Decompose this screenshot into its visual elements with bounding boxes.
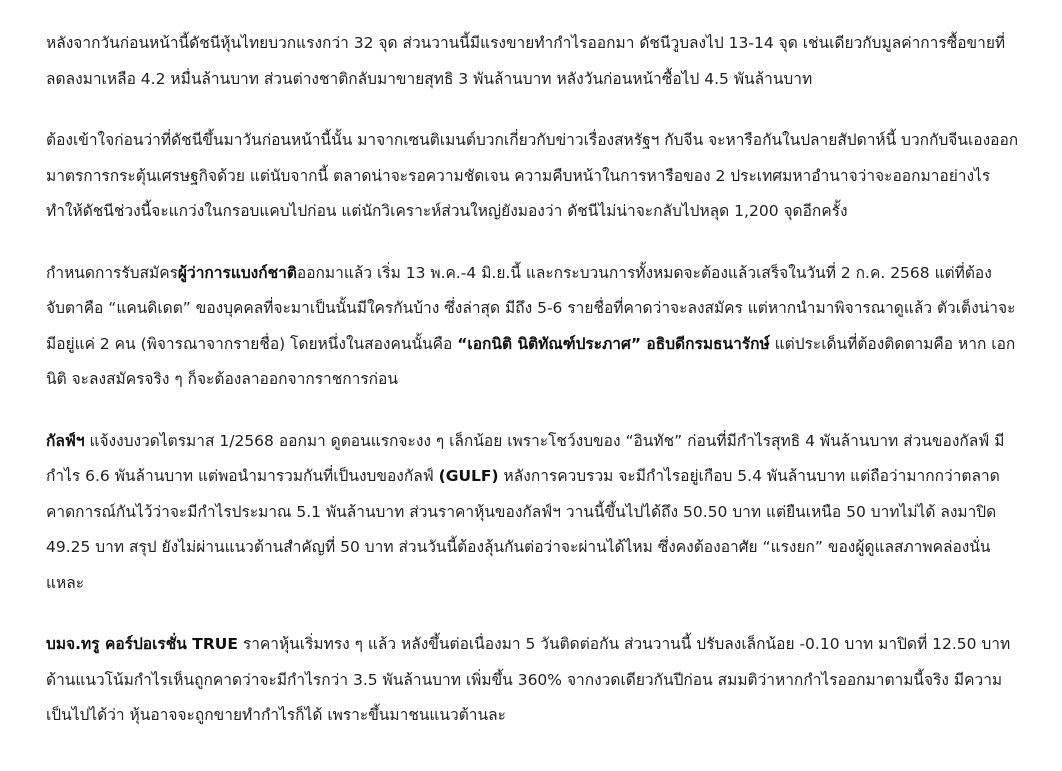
- bold-text-segment: “เอกนิติ นิติทัณฑ์ประภาศ” อธิบดีกรมธนารักษ์: [457, 334, 770, 353]
- bold-text-segment: (GULF): [438, 467, 499, 485]
- text-segment: หลังการควบรวม จะมีกำไรอยู่เกือบ 5.4 พันล้านบาท แต่ถือว่ามากกว่าตลาดคาดการณ์กันไว้ว่าจะมีกำไรประมาณ 5.1 พันล้านบาท ส่วนราคาหุ้นของกัลฟ์ฯ วานนี้ขึ้นไปได้ถึง 50.50 บาท แต่ยืนเหนือ 50 บาทไม่ได้ ลงมาปิด 49.25 บาท สรุป ยังไม่ผ่านแนวต้านสำคัญที่ 50 บาท ส่วนวันนี้ต้องลุ้นกันต่อว่าจะผ่านได้ไหม ซึ่งคงต้องอาศัย “แรงยก” ของผู้ดูแลสภาพคล่องนั่นแหละ: [46, 467, 1000, 592]
- text-segment: กำหนดการรับสมัคร: [46, 263, 178, 282]
- paragraph-bot-governor: [46, 256, 1021, 398]
- bold-text-segment: ผู้ว่าการแบงก์ชาติ: [177, 263, 297, 282]
- text-segment: ราคาหุ้นเริ่มทรง ๆ แล้ว หลังขึ้นต่อเนื่องมา 5 วันติดต่อกัน ส่วนวานนี้ ปรับลงเล็กน้อย -0.10 บาท มาปิดที่ 12.50 บาท ด้านแนวโน้มกำไรเห็นถูกคาดว่าจะมีกำไรกว่า 3.5 พันล้านบาท เพิ่มขึ้น 360% จากงวดเดียวกันปีก่อน สมมติว่าหากกำไรออกมาตามนี้จริง มีความเป็นไปได้ว่า หุ้นอาจจะถูกขายทำกำไรก็ได้ เพราะขึ้นมาชนแนวต้านละ: [46, 635, 1011, 724]
- paragraph-true-corp: [46, 627, 1021, 734]
- bold-text-segment: บมจ.ทรู คอร์ปอเรชั่น TRUE: [46, 635, 238, 653]
- paragraph-market-sentiment: [46, 123, 1021, 230]
- text-segment: หลังจากวันก่อนหน้านี้ดัชนีหุ้นไทยบวกแรงกว่า 32 จุด ส่วนวานนี้มีแรงขายทำกำไรออกมา ดัชนีวูบลงไป 13-14 จุด เช่นเดียวกับมูลค่าการซื้อขายที่ลดลงมาเหลือ 4.2 หมื่นล้านบาท ส่วนต่างชาติกลับมาขายสุทธิ 3 พันล้านบาท หลังวันก่อนหน้าซื้อไป 4.5 พันล้านบาท: [46, 34, 1006, 88]
- paragraph-gulf-earnings: [46, 424, 1021, 602]
- text-segment: แจ้งงบงวดไตรมาส 1/2568 ออกมา ดูตอนแรกจะงง ๆ เล็กน้อย เพราะโชว์งบของ “อินทัช” ก่อนที่มีกำไรสุทธิ 4 พันล้านบาท ส่วนของกัลฟ์ มีกำไร 6.6 พันล้านบาท แต่พอนำมารวมกันที่เป็นงบของกัลฟ์: [46, 431, 1005, 485]
- text-segment: ออกมาแล้ว เริ่ม 13 พ.ค.-4 มิ.ย.นี้ และกระบวนการทั้งหมดจะต้องแล้วเสร็จในวันที่ 2 ก.ค. 2568 แต่ที่ต้องจับตาคือ “แคนดิเดต” ของบุคคลที่จะมาเป็นนั้นมีใครกันบ้าง ซึ่งล่าสุด มีถึง 5-6 รายชื่อที่คาดว่าจะลงสมัคร แต่หากนำมาพิจารณาดูแล้ว ตัวเต็งน่าจะมีอยู่แค่ 2 คน (พิจารณาจากรายชื่อ) โดยหนึ่งในสองคนนั้นคือ: [46, 263, 1016, 353]
- paragraph-market-summary: [46, 26, 1021, 97]
- text-segment: แต่ประเด็นที่ต้องติดตามคือ หาก เอกนิติ จะลงสมัครจริง ๆ ก็จะต้องลาออกจากราชการก่อน: [46, 334, 1016, 388]
- article-body: [46, 26, 1021, 734]
- text-segment: ต้องเข้าใจก่อนว่าที่ดัชนีขึ้นมาวันก่อนหน้านี้นั้น มาจากเซนติเมนต์บวกเกี่ยวกับข่าวเรื่องสหรัฐฯ กับจีน จะหารือกันในปลายสัปดาห์นี้ บวกกับจีนเองออกมาตรการกระตุ้นเศรษฐกิจด้วย แต่นับจากนี้ ตลาดน่าจะรอความชัดเจน ความคืบหน้าในการหารือของ 2 ประเทศมหาอำนาจว่าจะออกมาอย่างไร ทำให้ดัชนีช่วงนี้จะแกว่งในกรอบแคบไปก่อน แต่นักวิเคราะห์ส่วนใหญ่ยังมองว่า ดัชนีไม่น่าจะกลับไปหลุด 1,200 จุดอีกครั้ง: [46, 131, 1019, 220]
- bold-text-segment: กัลฟ์ฯ: [46, 431, 85, 450]
